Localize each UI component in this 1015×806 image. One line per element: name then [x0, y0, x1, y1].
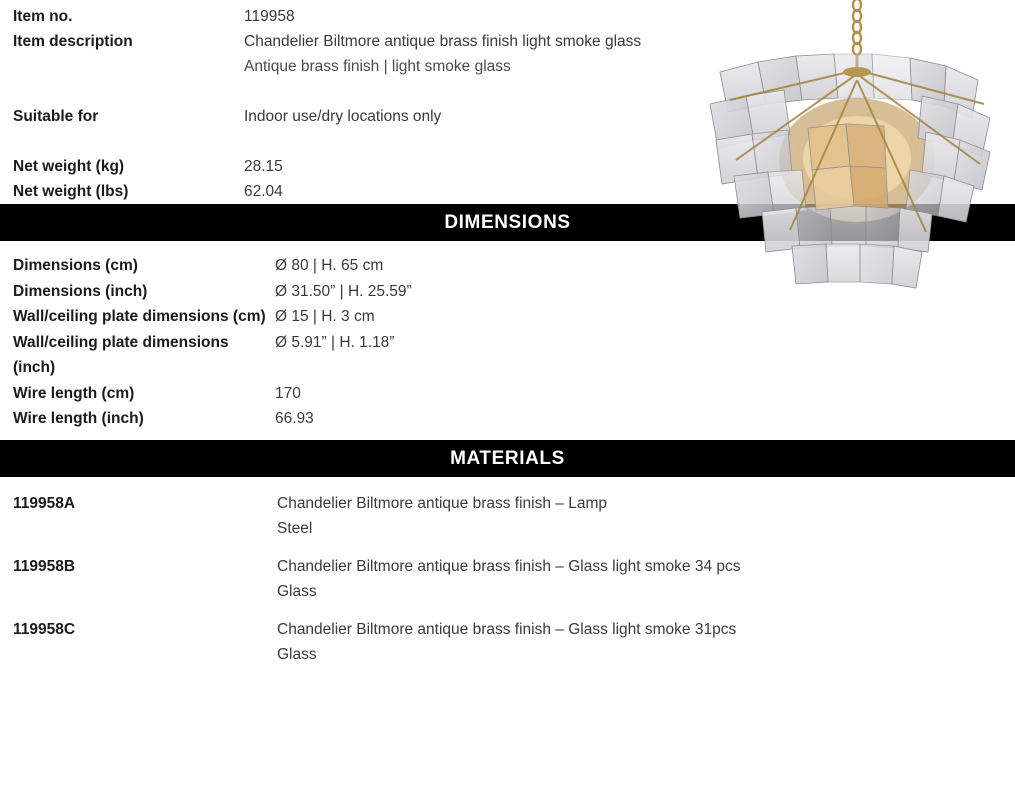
dimensions-value-inch: Ø 31.50” | H. 25.59” [275, 282, 412, 300]
material-description: Chandelier Biltmore antique brass finish – Lamp [277, 494, 607, 512]
dimensions-value-cm: Ø 80 | H. 65 cm [275, 257, 384, 274]
spec-label-suitable-for: Suitable for [13, 108, 99, 125]
material-code: 119958C [13, 620, 76, 638]
dimensions-label-wire-inch: Wire length (inch) [13, 410, 144, 427]
material-type: Glass [277, 582, 317, 600]
material-description: Chandelier Biltmore antique brass finish – Glass light smoke 34 pcs [277, 557, 741, 575]
spec-value-suitable-for: Indoor use/dry locations only [244, 108, 442, 125]
dimensions-value-plate-inch: Ø 5.91” | H. 1.18” [275, 333, 395, 351]
dimensions-label-cm: Dimensions (cm) [13, 257, 138, 274]
spec-value-net-weight-kg: 28.15 [244, 158, 283, 175]
table-row [0, 554, 1015, 604]
dimensions-label-inch: Dimensions (inch) [13, 282, 148, 300]
spec-value-item-no: 119958 [244, 8, 295, 25]
spec-label-item-no: Item no. [13, 8, 73, 25]
dimensions-label-wire-cm: Wire length (cm) [13, 384, 135, 402]
dimensions-value-wire-inch: 66.93 [275, 410, 314, 427]
spec-value-item-description: Chandelier Biltmore antique brass finish light smoke glass [244, 33, 642, 50]
dimensions-label-plate-inch: Wall/ceiling plate dimensions (inch) [13, 333, 229, 376]
section-header-materials: MATERIALS [0, 440, 1015, 477]
section-header-dimensions: DIMENSIONS [0, 204, 1015, 241]
material-code: 119958B [13, 557, 76, 575]
material-description: Chandelier Biltmore antique brass finish – Glass light smoke 31pcs [277, 620, 737, 638]
material-description-group [277, 554, 741, 604]
material-description-group [277, 491, 607, 541]
table-row [0, 406, 1015, 432]
table-row [0, 381, 1015, 407]
spec-label-net-weight-kg: Net weight (kg) [13, 158, 125, 175]
dimensions-value-plate-cm: Ø 15 | H. 3 cm [275, 308, 375, 325]
product-specification-block [0, 0, 1015, 204]
spec-label-net-weight-lbs: Net weight (lbs) [13, 183, 129, 200]
materials-table [0, 477, 1015, 667]
spec-value-item-description-finish: Antique brass finish | light smoke glass [244, 58, 511, 75]
table-row [0, 330, 1015, 381]
spec-label-item-description: Item description [13, 33, 133, 50]
table-row [0, 491, 1015, 541]
spec-value-group-item-description [244, 29, 641, 79]
dimensions-label-plate-cm: Wall/ceiling plate dimensions (cm) [13, 308, 266, 325]
material-type: Glass [277, 645, 317, 663]
material-code: 119958A [13, 494, 76, 512]
spec-value-net-weight-lbs: 62.04 [244, 183, 283, 200]
dimensions-value-wire-cm: 170 [275, 384, 301, 402]
material-type: Steel [277, 519, 313, 537]
chandelier-chain [853, 0, 861, 55]
product-image [700, 0, 1015, 315]
material-description-group [277, 617, 736, 667]
table-row [0, 617, 1015, 667]
